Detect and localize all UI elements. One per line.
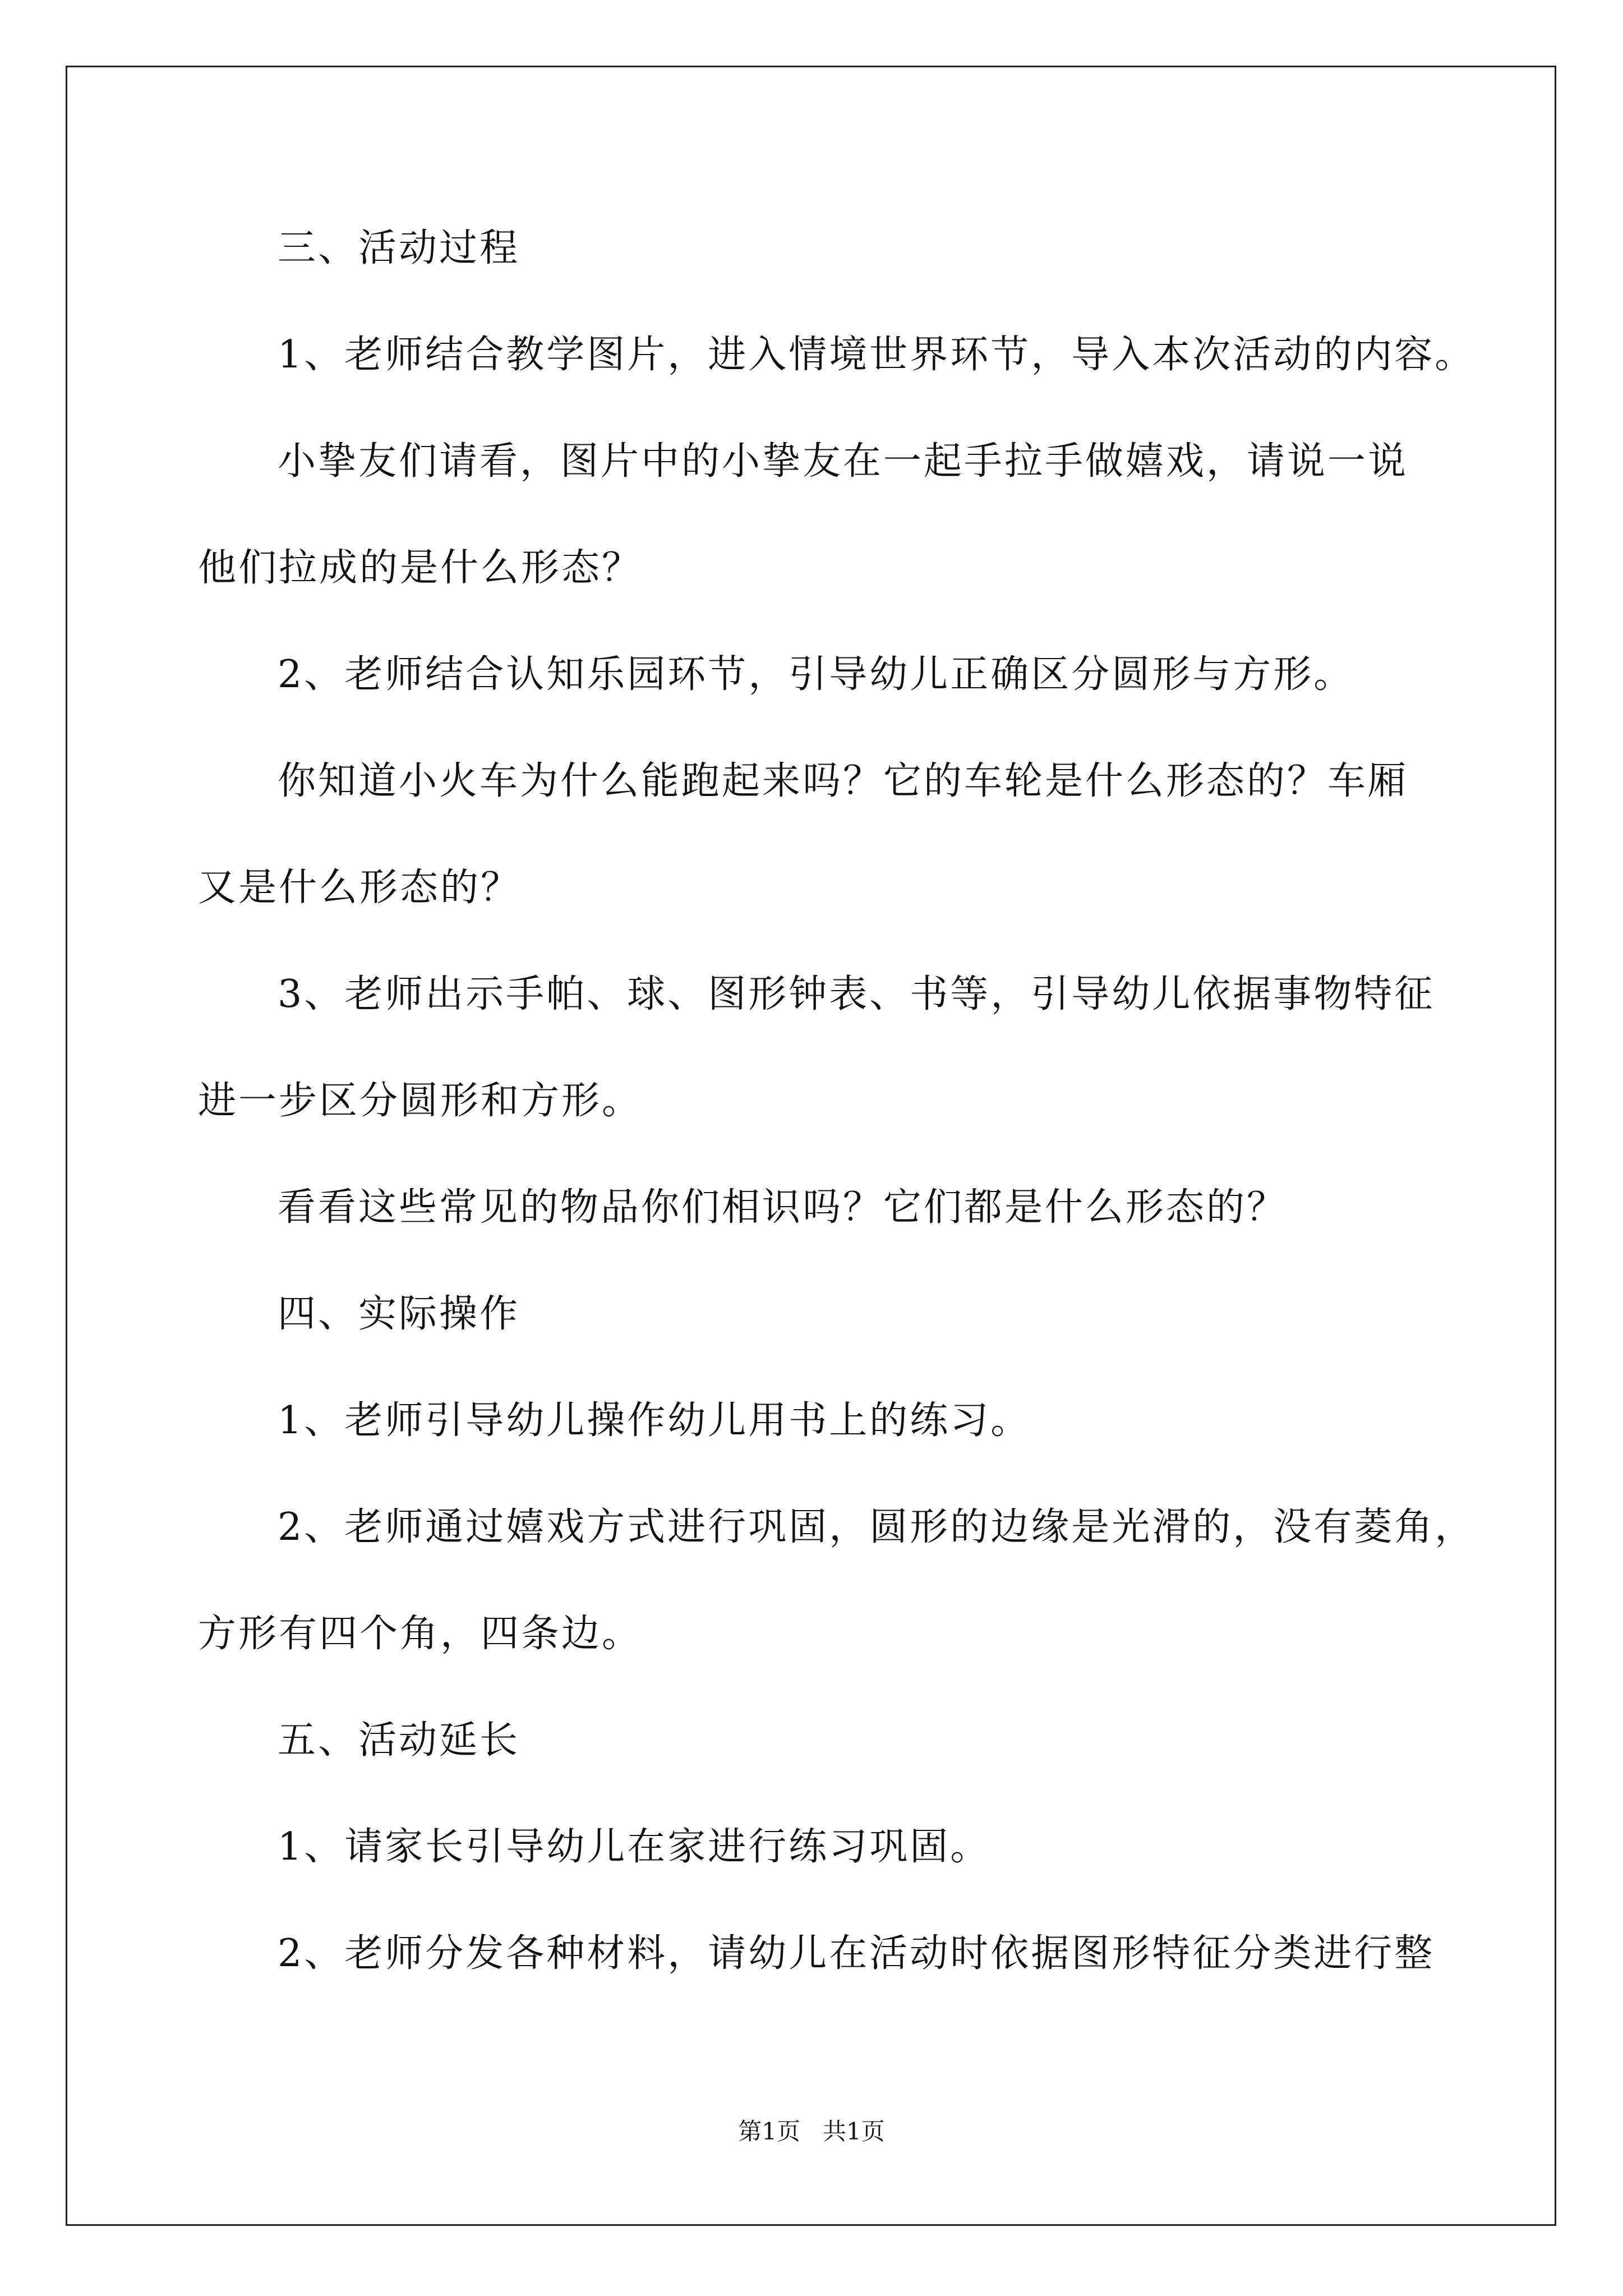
paragraph-line: 2、老师结合认知乐园环节，引导幼儿正确区分圆形与方形。 — [278, 652, 1354, 697]
paragraph-line: 小挚友们请看，图片中的小挚友在一起手拉手做嬉戏，请说一说 — [278, 439, 1409, 484]
paragraph-line: 方形有四个角，四条边。 — [198, 1612, 643, 1656]
paragraph-line: 3、老师出示手帕、球、图形钟表、书等，引导幼儿依据事物特征 — [278, 972, 1435, 1016]
paragraph-line: 他们拉成的是什么形态？ — [198, 546, 643, 590]
section-heading-practical-operation: 四、实际操作 — [278, 1292, 520, 1336]
paragraph-line: 又是什么形态的？ — [198, 866, 522, 910]
paragraph-line: 2、老师分发各种材料，请幼儿在活动时依据图形特征分类进行整 — [278, 1931, 1435, 1976]
paragraph-line: 1、老师引导幼儿操作幼儿用书上的练习。 — [278, 1398, 1031, 1443]
section-heading-activity-process: 三、活动过程 — [278, 226, 520, 270]
paragraph-line: 看看这些常见的物品你们相识吗？它们都是什么形态的？ — [278, 1185, 1288, 1230]
section-heading-activity-extension: 五、活动延长 — [278, 1718, 520, 1763]
page-number-footer: 第1页 共1页 — [738, 2118, 885, 2145]
paragraph-line: 1、老师结合教学图片，进入情境世界环节，导入本次活动的内容。 — [278, 333, 1476, 377]
paragraph-line: 你知道小火车为什么能跑起来吗？它的车轮是什么形态的？车厢 — [278, 759, 1409, 803]
paragraph-line: 2、老师通过嬉戏方式进行巩固，圆形的边缘是光滑的，没有菱角， — [278, 1505, 1476, 1549]
page-frame — [66, 66, 1556, 2226]
paragraph-line: 进一步区分圆形和方形。 — [198, 1079, 643, 1123]
paragraph-line: 1、请家长引导幼儿在家进行练习巩固。 — [278, 1825, 991, 1869]
